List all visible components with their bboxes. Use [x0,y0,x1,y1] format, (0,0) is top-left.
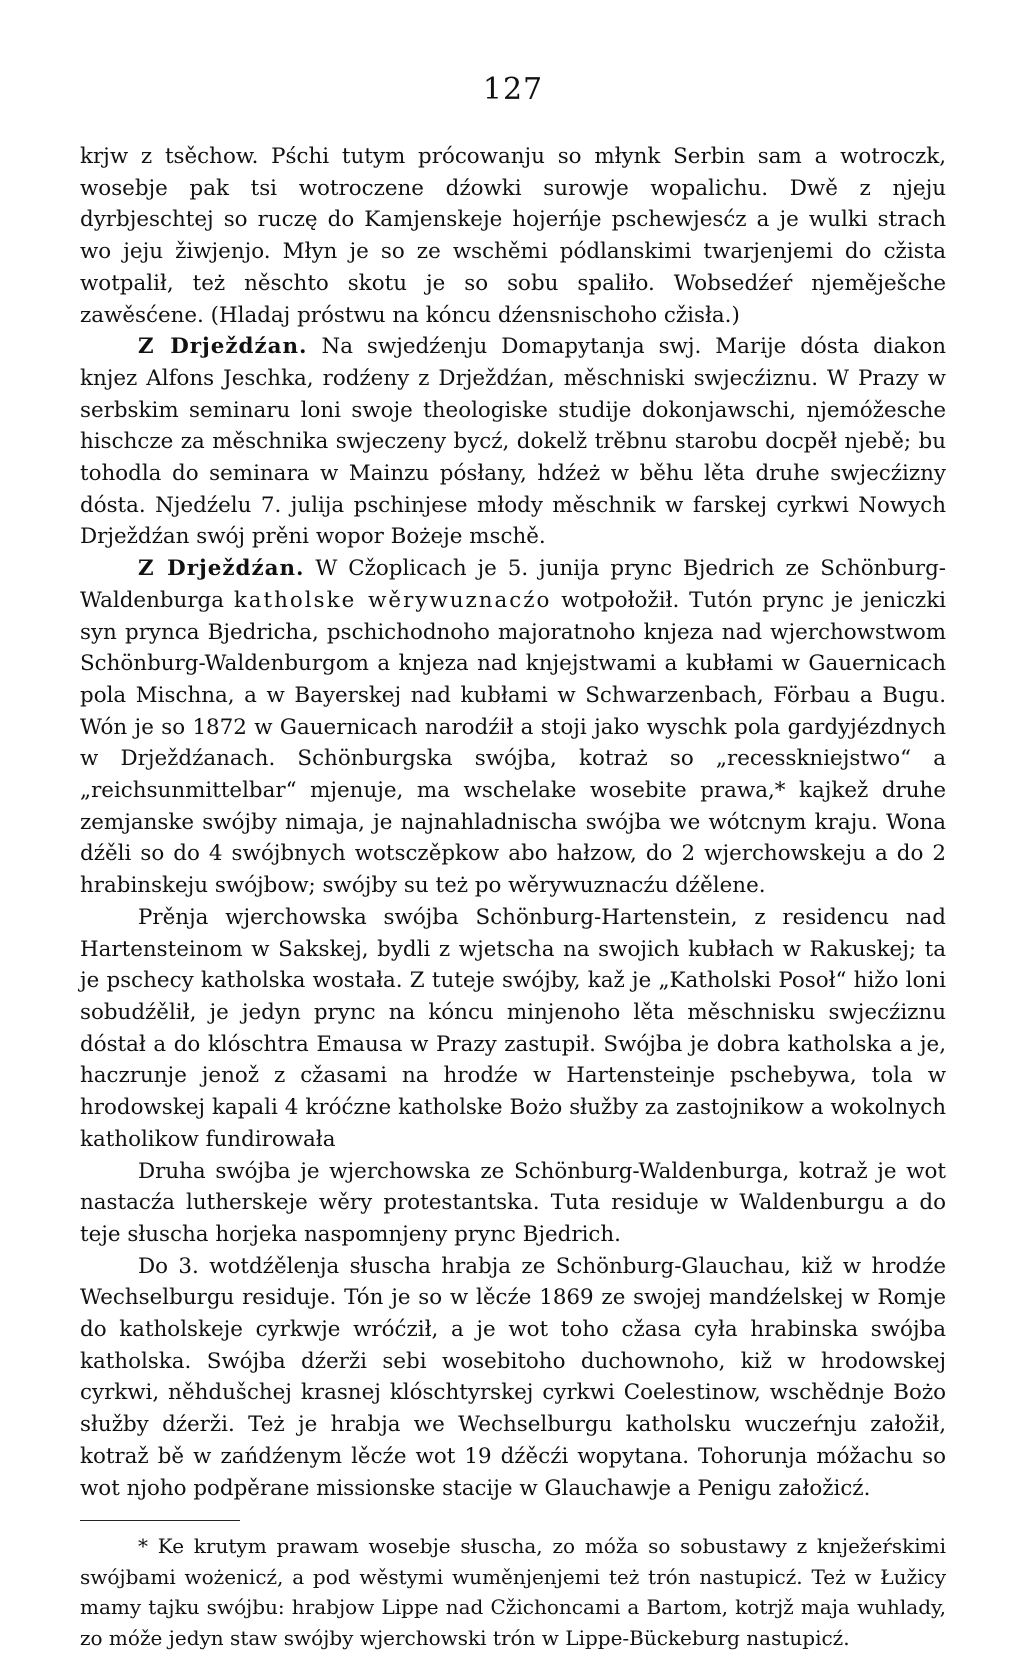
footnote-divider [80,1520,240,1521]
body-text [80,141,946,1504]
paragraph-hartenstein [80,902,946,1156]
emphasized-text: katholske wěrywuznacźo [233,587,552,613]
paragraph-intro [80,141,946,331]
paragraph-glauchau [80,1251,946,1505]
paragraph-text: W Cžoplicach je 5. junija prync Bjedrich ze Schönburg-Waldenburga [80,556,946,613]
footnote [80,1531,946,1653]
paragraph-waldenburg [80,1156,946,1251]
paragraph-text: wotpołožił. Tutón prync je jeniczki syn prynca Bjedricha, pschichodnoho majoratnoho knjeza nad wjerchowstwom Schönburg-Waldenburgom a knjeza nad knjejstwami a kubłami w Gauernicach pola Mischna, a w Bayerskej nad kubłami w Schwarzenbach, Förbau a Bugu. Wón je so 1872 w Gauernicach narodźił a stoji jako wyschk pola gardyjézdnych w Drježdźanach. Schönburgska swójba, kotraż so „recesskniejstwo“ a „reichsunmittelbar“ mjenuje, ma wschelake wosebite prawa,* kajkež druhe zemjanske swójby nimaja, je najnahladnischa swójba we wótcnym kraju. Wona dźěli so do 4 swójbnych wotsczěpkow abo hałzow, do 2 wjerchowskeju a do 2 hrabinskeju swójbow; swójby su też po wěrywuznacźu dźělene. [80,587,946,899]
news-dateline: Z Drježdźan. [138,334,308,360]
news-dateline: Z Drježdźan. [138,556,305,582]
paragraph-text: Druha swójba je wjerchowska ze Schönburg-Waldenburga, kotraž je wot nastacźa lutherskeje wěry protestantska. Tuta residuje w Waldenburgu a do teje słuscha horjeka naspomnjeny prync Bjedrich. [80,1158,946,1247]
paragraph-text: krjw z tsěchow. Pśchi tutym prócowanju so młynk Serbin sam a wotroczk, wosebje pak tsi wotroczene dźowki surowje wopalichu. Dwě z njeju dyrbjeschtej so ruczę do Kamjenskeje hojerńje pschewjesćz a je wulki strach wo jeju žiwjenjo. Młyn je so ze wschěmi pódlanskimi twarjenjemi do cžista wotpalił, też něschto skotu je so sobu spaliło. Wobsedźeŕ njeměješche zawěsćene. (Hladaj próstwu na kóncu dźensnischoho cžisła.) [80,144,946,328]
paragraph-news-ordination [80,331,946,553]
paragraph-news-conversion [80,553,946,902]
page-number: 127 [482,72,544,107]
paragraph-text: Na swjedźenju Domapytanja swj. Marije dósta diakon knjez Alfons Jeschka, rodźeny z Drježdźan, měschniski swjecźiznu. W Prazy w serbskim seminaru loni swoje theologiske studije dokonjawschi, njemóžesche hischcze za měschnika swjeczeny bycź, dokelž trěbnu starobu docpěł njebě; bu tohodla do seminara w Mainzu pósłany, hdźeż w běhu lěta druhe swjecźizny dósta. Njedźelu 7. julija pschinjese młody měschnik w farskej cyrkwi Nowych Drježdźan swój prěni wopor Bożeje mschě. [80,334,947,550]
paragraph-text: Prěnja wjerchowska swójba Schönburg-Hartenstein, z residencu nad Hartensteinom w Sakskej, bydli z wjetscha na swojich kubłach w Rakuskej; ta je pschecy katholska wostała. Z tuteje swójby, kaž je „Katholski Posoł“ hižo loni sobudźělił, je jedyn prync na kóncu minjenoho lěta měschnisku swjecźiznu dóstał a do klóschtra Emausa w Prazy zastupił. Swójba je dobra katholska a je, haczrunje jenož z cžasami na hrodźe w Hartensteinje pschebywa, tola w hrodowskej kapali 4 króćzne katholske Bożo słužby za zastojnikow a wokolnych katholikow fundirowała [80,904,946,1152]
paragraph-text: Do 3. wotdźělenja słuscha hrabja ze Schönburg-Glauchau, kiž w hrodźe Wechselburgu residuje. Tón je so w lěcźe 1869 ze swojej mandźelskej w Romje do katholskeje cyrkwje wróćził, a je wot toho cžasa cyła hrabinska swójba katholska. Swójba dźerži sebi wosebitoho duchownoho, kiž w hrodowskej cyrkwi, něhdušchej krasnej klóschtyrskej cyrkwi Coelestinow, wschědnje Bożo słužby dźerži. Też je hrabja we Wechselburgu katholsku wuczeŕnju załožił, kotraž bě w zańdźenym lěcźe wot 19 dźěcźi wopytana. Tohorunja móžachu so wot njoho podpěrane missionske stacije w Glauchawje a Penigu załožicź. [80,1253,946,1501]
footnote-text: * Ke krutym prawam wosebje słuscha, zo móža so sobustawy z knježeŕskimi swójbami wożenicź, a pod wěstymi wuměnjenjemi też trón nastupicź. Też w Łužicy mamy tajku swójbu: hrabjow Lippe nad Cžichoncami a Bartom, kotrjž maja wuhlady, zo móže jedyn staw swójby wjerchowski trón w Lippe-Bückeburg nastupicź. [80,1534,946,1650]
